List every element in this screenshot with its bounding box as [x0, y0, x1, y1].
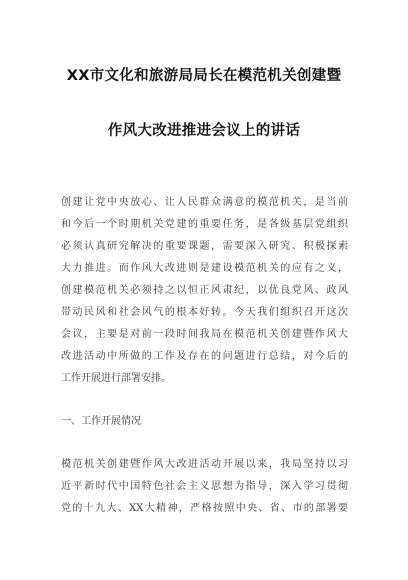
- paragraph-1-line-9: 工作开展进行部署安排。: [61, 373, 171, 384]
- section-heading-1: 一、工作开展情况: [61, 416, 141, 427]
- paragraph-1-line-1: 创建让党中央放心、让人民群众满意的模范机关，是当前: [61, 197, 348, 208]
- paragraph-2-line-3: 党的十九大、XX大精神，严格按照中央、省、市的部署要: [61, 503, 348, 514]
- document-title-line-2: 作风大改进推进会议上的讲话: [107, 123, 301, 139]
- paragraph-1-line-8: 改进活动中所做的工作及存在的问题进行总结，对今后的: [61, 351, 348, 362]
- paragraph-1-line-3: 必须认真研究解决的重要课题，需要深入研究、积极探索: [61, 241, 348, 252]
- paragraph-2-line-1: 模范机关创建暨作风大改进活动开展以来，我局坚持以习: [61, 459, 348, 470]
- paragraph-2-line-2: 近平新时代中国特色社会主义思想为指导，深入学习贯彻: [61, 481, 348, 492]
- paragraph-1-line-2: 和今后一个时期机关党建的重要任务，是各级基层党组织: [61, 219, 348, 230]
- document-title-line-1: XX市文化和旅游局局长在模范机关创建暨: [66, 68, 342, 84]
- paragraph-1-line-5: 创建模范机关必须持之以恒正风肃纪，以优良党风、政风: [61, 285, 348, 296]
- paragraph-1-line-6: 带动民风和社会风气的根本好转。今天我们组织召开这次: [61, 307, 348, 318]
- paragraph-1-line-4: 大力推进。而作风大改进则是建设模范机关的应有之义，: [61, 263, 348, 274]
- paragraph-1-line-7: 会议，主要是对前一段时间我局在模范机关创建暨作风大: [61, 329, 348, 340]
